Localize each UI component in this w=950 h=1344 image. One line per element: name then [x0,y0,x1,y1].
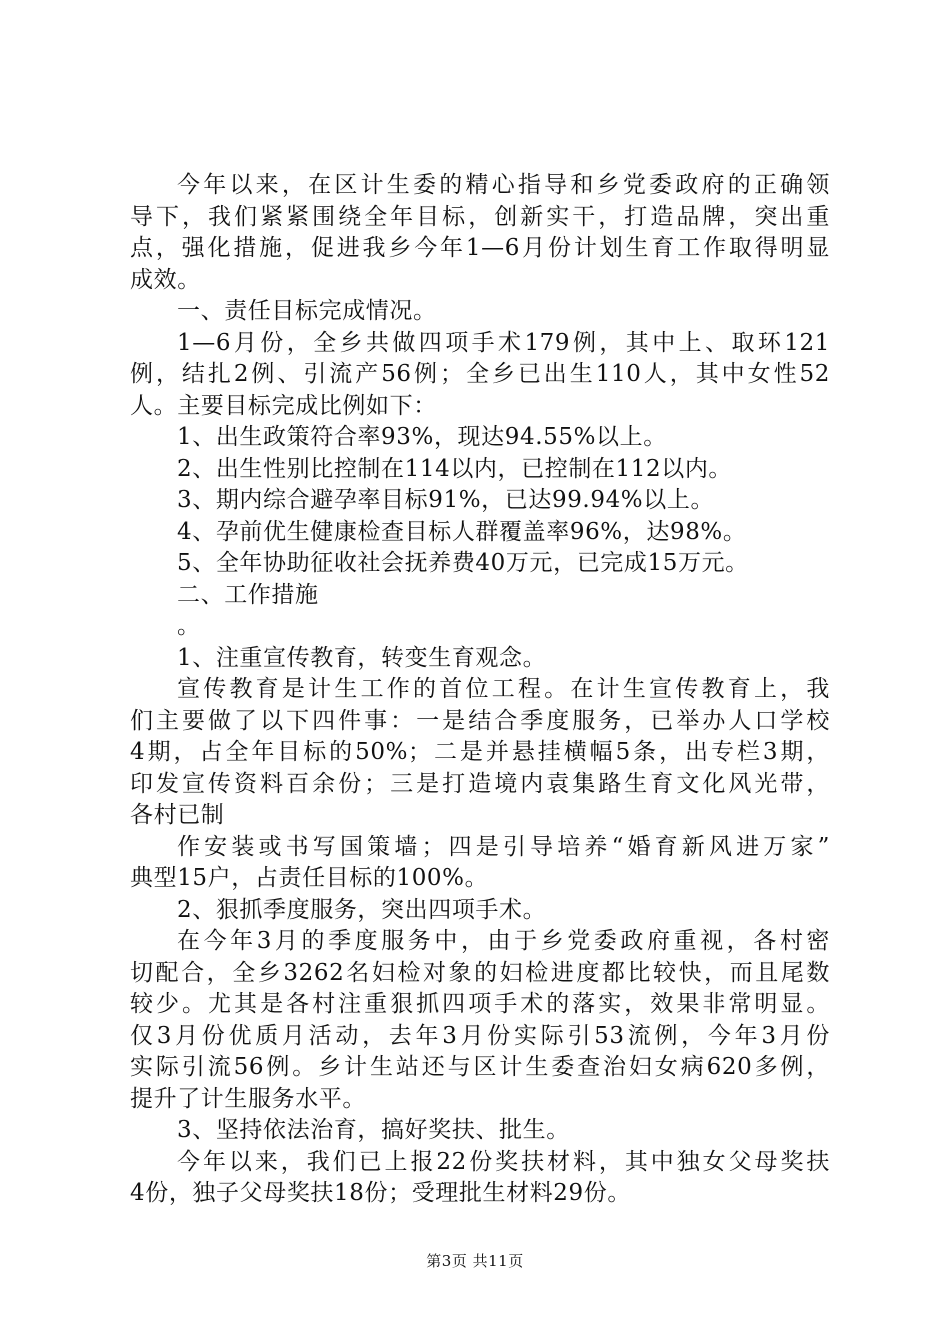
text-line: 作安装或书写国策墙；四是引导培养“婚育新风进万家” [177,833,830,860]
text-line: 各村已制 [130,802,225,828]
text-line: 5、全年协助征收社会抚养费40万元，已完成15万元。 [177,550,749,576]
text-line: 1—6月份，全乡共做四项手术179例，其中上、取环121 [177,329,830,356]
text-line: 1、出生政策符合率93%，现达94.55%以上。 [177,424,667,450]
text-line: 例，结扎2例、引流产56例；全乡已出生110人，其中女性52 [130,361,830,387]
text-line: 3、期内综合避孕率目标91%，已达99.94%以上。 [177,487,715,513]
text-line: 人。主要目标完成比例如下： [130,392,437,419]
text-line: 们主要做了以下四件事：一是结合季度服务，已举办人口学校 [130,707,830,734]
text-line: 较少。尤其是各村注重狠抓四项手术的落实，效果非常明显。 [130,991,830,1017]
text-line: 切配合，全乡3262名妇检对象的妇检进度都比较快，而且尾数 [130,959,830,986]
text-line: 2、出生性别比控制在114以内，已控制在112以内。 [177,455,733,482]
text-line: 仅3月份优质月活动，去年3月份实际引53流例，今年3月份 [130,1022,830,1049]
text-line: 。 [177,613,201,639]
text-line: 导下，我们紧紧围绕全年目标，创新实干，打造品牌，突出重 [130,203,830,230]
text-line: 实际引流56例。乡计生站还与区计生委查治妇女病620多例， [130,1054,830,1080]
text-line: 点，强化措施，促进我乡今年1—6月份计划生育工作取得明显 [130,235,830,261]
text-line: 宣传教育是计生工作的首位工程。在计生宣传教育上，我 [177,676,830,702]
text-line: 4份，独子父母奖扶18份；受理批生材料29份。 [130,1180,631,1206]
text-line: 印发宣传资料百余份；三是打造境内袁集路生育文化风光带， [130,770,830,797]
text-line: 今年以来，我们已上报22份奖扶材料，其中独女父母奖扶 [177,1148,830,1175]
page-footer: 第3页 共11页 [426,1252,524,1270]
text-line: 4期，占全年目标的50%；二是并悬挂横幅5条，出专栏3期， [130,739,830,765]
document-body [130,170,830,1210]
text-line: 二、工作措施 [177,581,319,608]
text-line: 2、狠抓季度服务，突出四项手术。 [177,896,547,923]
text-line: 成效。 [130,266,201,293]
text-line: 一、责任目标完成情况。 [177,298,437,324]
text-line: 典型15户，占责任目标的100%。 [130,865,489,891]
text-line: 3、坚持依法治育，搞好奖扶、批生。 [177,1117,570,1143]
text-line: 提升了计生服务水平。 [130,1085,366,1112]
text-line: 今年以来，在区计生委的精心指导和乡党委政府的正确领 [177,172,830,198]
text-line: 1、注重宣传教育，转变生育观念。 [177,644,547,671]
text-line: 4、孕前优生健康检查目标人群覆盖率96%，达98%。 [177,518,747,545]
text-line: 在今年3月的季度服务中，由于乡党委政府重视，各村密 [177,928,830,954]
